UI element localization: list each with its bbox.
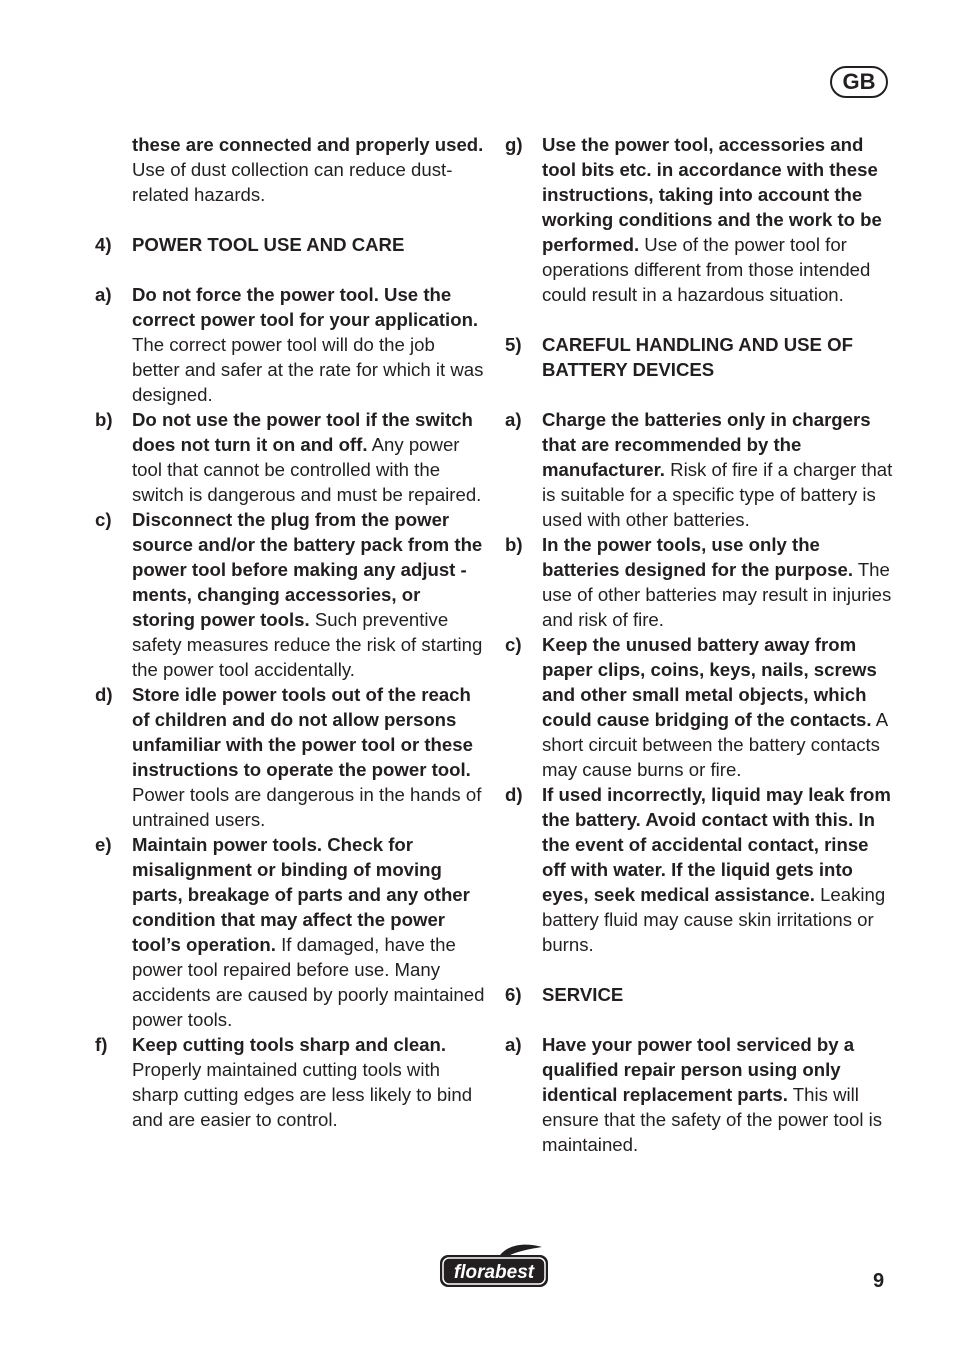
item-bold: these are connected and properly used. bbox=[132, 134, 484, 155]
florabest-logo bbox=[438, 1243, 552, 1296]
leaf-icon bbox=[500, 1245, 542, 1256]
list-item: a) Do not force the power tool. Use the correct power tool for your application. The correct power tool will do the job better and safer at the rate for which it was designed. bbox=[95, 284, 484, 405]
list-item: d) Store idle power tools out of the reach of children and do not allow persons unfamiliar with the power tool or these instructions to operate the power tool. Power tools are dangerous in the hands of untrained users. bbox=[95, 684, 482, 830]
brand-name: florabest bbox=[453, 1262, 535, 1283]
continued-paragraph bbox=[95, 132, 485, 207]
list-item: c) Keep the unused battery away from paper clips, coins, keys, nails, screws and other small metal objects, which could cause bridging of the contacts. A short circuit between the battery contacts may cause burns or fire. bbox=[505, 634, 888, 780]
list-item: g) Use the power tool, accessories and tool bits etc. in accordance with these instructions, taking into account the working conditions and the work to be performed. Use of the power tool for operations different from those intended could result in a hazardous situation. bbox=[505, 134, 882, 305]
florabest-logo-graphic bbox=[438, 1243, 552, 1291]
list-item: b) In the power tools, use only the batteries designed for the purpose. The use of other batteries may result in injuries and risk of fire. bbox=[505, 534, 892, 630]
list-item: a) Have your power tool serviced by a qualified repair person using only identical replacement parts. This will ensure that the safety of the power tool is maintained. bbox=[505, 1034, 883, 1155]
item-text: Use of dust collection can reduce dust-related hazards. bbox=[132, 159, 453, 205]
right-column bbox=[505, 132, 895, 1157]
country-badge: GB bbox=[830, 66, 888, 98]
page-number: 9 bbox=[873, 1270, 885, 1292]
left-column bbox=[95, 132, 485, 1132]
list-item: d) If used incorrectly, liquid may leak from the battery. Avoid contact with this. In the event of accidental contact, rinse off with water. If the liquid gets into eyes, seek medical assistance. Leaking battery fluid may cause skin irritations or burns. bbox=[505, 784, 891, 955]
section-heading-5: 5) CAREFUL HANDLING AND USE OF BATTERY DEVICES bbox=[505, 334, 853, 380]
section-heading-6: 6) SERVICE bbox=[505, 984, 624, 1005]
list-item: b) Do not use the power tool if the switch does not turn it on and off. Any power tool that cannot be controlled with the switch is dangerous and must be repaired. bbox=[95, 409, 482, 505]
list-item: e) Maintain power tools. Check for misalignment or binding of moving parts, breakage of parts and any other condition that may affect the power tool’s operation. If damaged, have the power tool repaired before use. Many accidents are caused by poorly maintained power tools. bbox=[95, 834, 485, 1030]
list-item: f) Keep cutting tools sharp and clean. Properly maintained cutting tools with sharp cutting edges are less likely to bind and are easier to control. bbox=[95, 1034, 473, 1130]
list-item: c) Disconnect the plug from the power source and/or the battery pack from the power tool before making any adjust -ments, changing accessories, or storing power tools. Such preventive safety measures reduce the risk of starting the power tool accidentally. bbox=[95, 509, 483, 680]
section-heading-4: 4) POWER TOOL USE AND CARE bbox=[95, 234, 405, 255]
list-item: a) Charge the batteries only in chargers that are recommended by the manufacturer. Risk of fire if a charger that is suitable for a specific type of battery is used with other batteries. bbox=[505, 409, 893, 530]
